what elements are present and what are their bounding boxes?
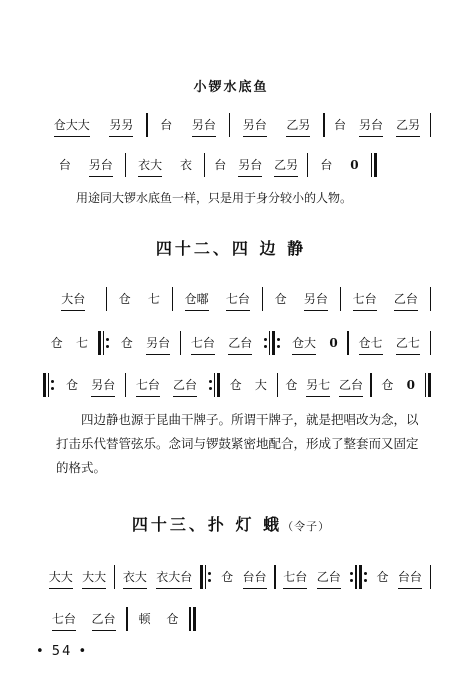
measure: [309, 156, 369, 174]
beat-syllable: 七台: [51, 612, 76, 626]
beat-syllable: 另台: [238, 158, 263, 172]
beat-syllable: 乙另: [396, 118, 421, 132]
notation-row: [42, 328, 432, 358]
barline-repeat-both: [348, 565, 368, 589]
thin-barline: [172, 287, 173, 311]
beat-syllable: 另七: [306, 378, 331, 392]
repeat-dot: [209, 380, 212, 383]
measure: [42, 334, 97, 352]
beat-syllable: 衣大: [138, 158, 163, 172]
repeat-dots: [51, 373, 54, 397]
measure: [206, 156, 306, 174]
beat-syllable: 另另: [109, 118, 134, 132]
beat-syllable: 顿: [138, 612, 151, 626]
thick-barline: [217, 373, 220, 397]
barline-repeat-end: [207, 373, 220, 397]
barline-thin: [125, 373, 126, 397]
measure: [370, 568, 429, 586]
repeat-dots: [106, 331, 109, 355]
barline-repeat-start: [200, 565, 213, 589]
section-subtitle: （令子）: [282, 520, 331, 533]
page-number: • 54 •: [36, 644, 89, 659]
repeat-dot: [264, 345, 267, 348]
beat-syllable: 仓: [285, 378, 298, 392]
beat-syllable: 仓: [50, 336, 63, 350]
measure: [127, 156, 203, 174]
section-title-xiaoluo-shuidiyu: 小锣水底鱼: [193, 80, 269, 95]
barline-repeat-start: [43, 373, 56, 397]
beat-syllable: 衣大: [122, 570, 147, 584]
beat-syllable: 仓嘟: [184, 292, 209, 306]
beat-syllable: 仓: [118, 292, 131, 306]
barline-thin: [323, 113, 324, 137]
repeat-dot: [51, 380, 54, 383]
barline-thin: [126, 607, 127, 631]
beat-syllable: 七台: [352, 292, 377, 306]
rest-mark: 0: [406, 377, 415, 392]
barline-thin: [430, 565, 431, 589]
repeat-dots: [208, 565, 211, 589]
notation-row: [42, 562, 432, 592]
thick-barline: [428, 373, 431, 397]
origin-note: 四边静也源于昆曲干牌子。所谓干牌子，就是把唱改为念，以打击乐代替管弦乐。念词与锣鼓紧密地配合，形成了整套而又固定的格式。: [56, 412, 419, 475]
repeat-dot: [350, 572, 353, 575]
beat-syllable: 另台: [242, 118, 267, 132]
measure: [279, 376, 369, 394]
measure: [214, 568, 273, 586]
barline-final: [189, 607, 195, 631]
beat-syllable: 大大: [48, 570, 73, 584]
thin-barline: [347, 331, 348, 355]
barline-thin: [347, 331, 348, 355]
section-title-sibianjing: 四十二、四 边 静: [155, 239, 307, 258]
thin-barline: [340, 287, 341, 311]
thin-barline: [430, 331, 431, 355]
barline-thin: [274, 565, 275, 589]
barline-thin: [229, 113, 230, 137]
beat-syllable: 台: [334, 118, 347, 132]
repeat-dot: [350, 579, 353, 582]
notation-row: [42, 604, 232, 634]
beat-syllable: 乙台: [228, 336, 253, 350]
barline-thin: [125, 153, 126, 177]
repeat-dot: [364, 579, 367, 582]
beat-syllable: 大: [254, 378, 267, 392]
thin-barline: [323, 113, 324, 137]
beat-syllable: 七台: [190, 336, 215, 350]
notation-row: [42, 284, 432, 314]
beat-syllable: 台: [160, 118, 173, 132]
barline-repeat-both: [262, 331, 282, 355]
beat-syllable: 另台: [303, 292, 328, 306]
barline-thin: [430, 287, 431, 311]
thin-barline: [180, 331, 181, 355]
repeat-dot: [106, 345, 109, 348]
measure: [182, 334, 261, 352]
beat-syllable: 另台: [146, 336, 171, 350]
repeat-dot: [51, 387, 54, 390]
measure: [108, 290, 171, 308]
beat-syllable: 乙台: [338, 378, 363, 392]
beat-syllable: 乙另: [274, 158, 299, 172]
beat-syllable: 仓: [376, 570, 389, 584]
beat-syllable: 七: [76, 336, 89, 350]
thin-barline: [126, 607, 127, 631]
repeat-dots: [364, 565, 367, 589]
measure: [42, 290, 105, 308]
barline-thin: [262, 287, 263, 311]
beat-syllable: 乙台: [91, 612, 116, 626]
repeat-dot: [208, 572, 211, 575]
beat-syllable: 台: [320, 158, 333, 172]
thin-barline: [277, 373, 278, 397]
repeat-dot: [277, 338, 280, 341]
beat-syllable: 乙另: [286, 118, 311, 132]
barline-thin: [340, 287, 341, 311]
measure: [264, 290, 339, 308]
beat-syllable: 仓: [274, 292, 287, 306]
repeat-dot: [364, 572, 367, 575]
measure: [326, 116, 429, 134]
measure: [42, 568, 113, 586]
barline-thin: [307, 153, 308, 177]
beat-syllable: 仓大: [292, 336, 317, 350]
beat-syllable: 仓七: [358, 336, 383, 350]
notation-row: [48, 150, 378, 180]
beat-syllable: 衣: [179, 158, 192, 172]
beat-syllable: 另台: [359, 118, 384, 132]
measure: [350, 334, 429, 352]
repeat-dot: [209, 387, 212, 390]
beat-syllable: 七台: [283, 570, 308, 584]
measure: [42, 610, 125, 628]
thin-barline: [274, 565, 275, 589]
thin-barline: [370, 373, 371, 397]
beat-syllable: 乙台: [173, 378, 198, 392]
measure: [174, 290, 261, 308]
barline-thin: [277, 373, 278, 397]
thin-barline: [430, 565, 431, 589]
thin-barline: [205, 565, 206, 589]
beat-syllable: 仓: [229, 378, 242, 392]
thin-barline: [114, 565, 115, 589]
measure: [48, 156, 124, 174]
measure: [116, 568, 199, 586]
beat-syllable: 台台: [397, 570, 422, 584]
thin-barline: [125, 373, 126, 397]
measure: [283, 334, 346, 352]
thin-barline: [103, 331, 104, 355]
measure: [373, 376, 424, 394]
beat-syllable: 乙台: [316, 570, 341, 584]
usage-note: 用途同大锣水底鱼一样，只是用于身分较小的人物。: [76, 191, 353, 205]
thick-barline: [359, 565, 362, 589]
measure: [129, 610, 188, 628]
barline-thin: [370, 373, 371, 397]
measure: [231, 116, 322, 134]
beat-syllable: 仓: [120, 336, 133, 350]
barline-thin: [430, 113, 431, 137]
repeat-dots: [277, 331, 280, 355]
thin-barline: [146, 113, 147, 137]
beat-syllable: 仓: [221, 570, 234, 584]
beat-syllable: 仓大大: [53, 118, 90, 132]
measure: [42, 116, 145, 134]
thin-barline: [48, 373, 49, 397]
repeat-dots: [264, 331, 267, 355]
beat-syllable: 七: [147, 292, 160, 306]
repeat-dot: [277, 345, 280, 348]
thick-barline: [193, 607, 196, 631]
thin-barline: [106, 287, 107, 311]
rest-mark: 0: [350, 157, 359, 172]
beat-syllable: 七台: [225, 292, 250, 306]
repeat-dot: [208, 579, 211, 582]
beat-syllable: 台台: [242, 570, 267, 584]
notation-row: [42, 370, 432, 400]
beat-syllable: 另台: [191, 118, 216, 132]
thin-barline: [307, 153, 308, 177]
thin-barline: [430, 113, 431, 137]
beat-syllable: 仓: [65, 378, 78, 392]
beat-syllable: 另台: [88, 158, 113, 172]
measure: [57, 376, 123, 394]
thin-barline: [204, 153, 205, 177]
barline-thin: [114, 565, 115, 589]
beat-syllable: 乙台: [393, 292, 418, 306]
thin-barline: [125, 153, 126, 177]
notation-row: [42, 110, 432, 140]
repeat-dot: [264, 338, 267, 341]
thick-barline: [272, 331, 275, 355]
beat-syllable: 七台: [135, 378, 160, 392]
section-title-text: 四十三、扑 灯 蛾: [131, 515, 283, 534]
barline-thin: [146, 113, 147, 137]
measure: [277, 568, 348, 586]
beat-syllable: 衣大台: [156, 570, 193, 584]
repeat-dots: [350, 565, 353, 589]
thick-barline: [374, 153, 377, 177]
thin-barline: [430, 287, 431, 311]
beat-syllable: 另台: [91, 378, 116, 392]
repeat-dot: [106, 338, 109, 341]
barline-thin: [430, 331, 431, 355]
thin-barline: [262, 287, 263, 311]
barline-thin: [204, 153, 205, 177]
barline-final: [371, 153, 377, 177]
repeat-dots: [209, 373, 212, 397]
measure: [149, 116, 228, 134]
beat-syllable: 大台: [61, 292, 86, 306]
beat-syllable: 台: [214, 158, 227, 172]
measure: [342, 290, 429, 308]
beat-syllable: 仓: [381, 378, 394, 392]
measure: [127, 376, 205, 394]
measure: [221, 376, 275, 394]
barline-final: [425, 373, 431, 397]
beat-syllable: 乙七: [395, 336, 420, 350]
barline-thin: [106, 287, 107, 311]
measure: [112, 334, 179, 352]
thin-barline: [229, 113, 230, 137]
barline-thin: [172, 287, 173, 311]
rest-mark: 0: [329, 335, 338, 350]
beat-syllable: 仓: [166, 612, 179, 626]
barline-thin: [180, 331, 181, 355]
barline-repeat-start: [98, 331, 111, 355]
section-title-pudenge: [0, 512, 462, 535]
beat-syllable: 台: [58, 158, 71, 172]
beat-syllable: 大大: [82, 570, 107, 584]
